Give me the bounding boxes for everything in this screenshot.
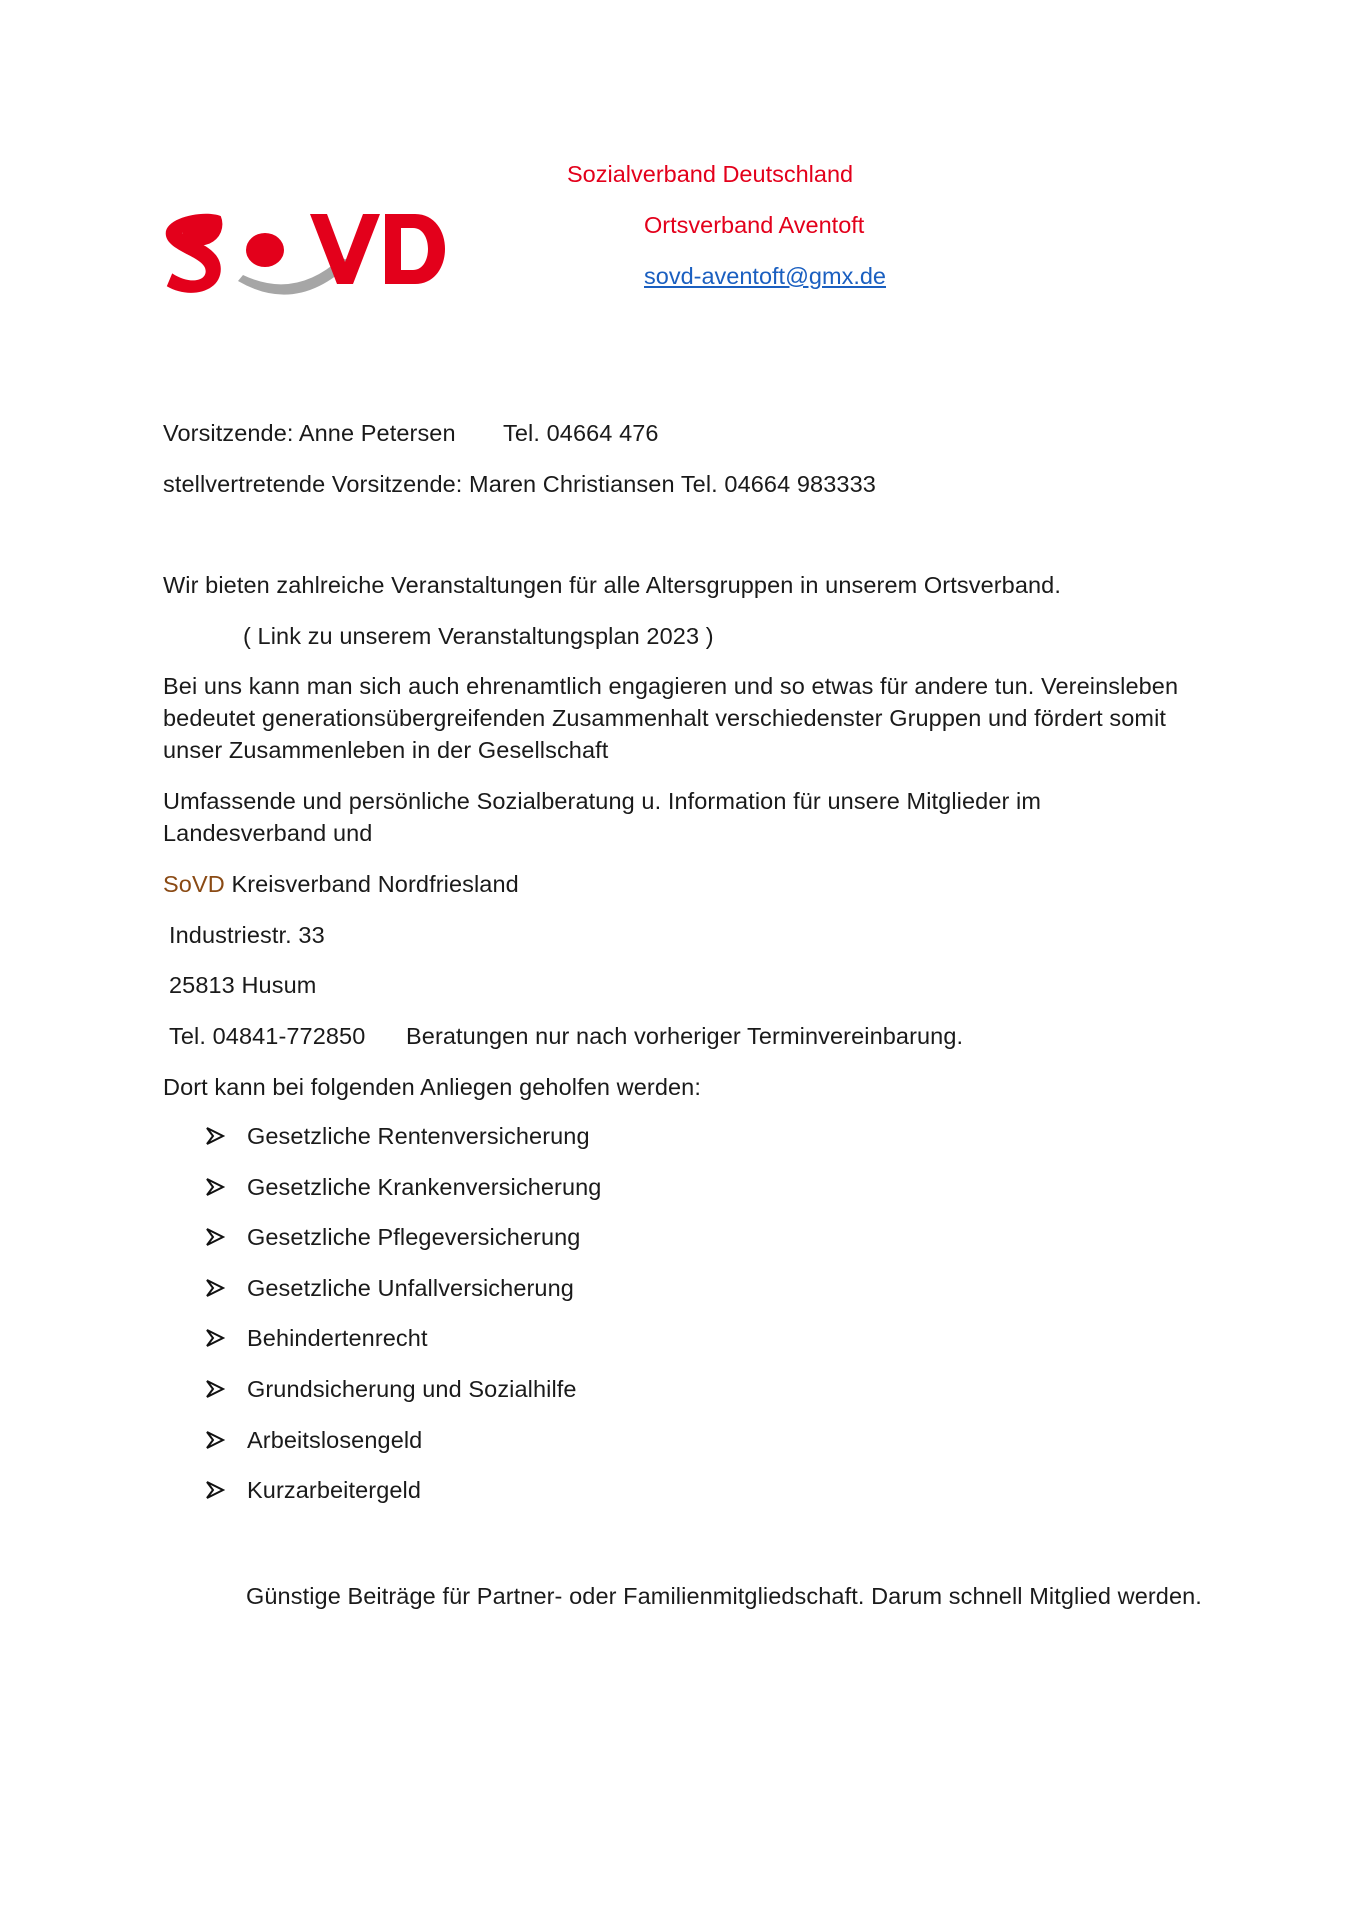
arrowhead-bullet-icon: [205, 1379, 225, 1399]
list-item: Arbeitslosengeld: [205, 1424, 601, 1475]
appointment-note: Beratungen nur nach vorheriger Terminvereinbarung.: [406, 1023, 964, 1049]
list-item: Gesetzliche Pflegeversicherung: [205, 1221, 601, 1272]
sovd-inline-brand: SoVD: [163, 871, 225, 897]
arrowhead-bullet-icon: [205, 1480, 225, 1500]
arrowhead-bullet-icon: [205, 1227, 225, 1247]
office-city: 25813 Husum: [169, 972, 317, 998]
office-name: Kreisverband Nordfriesland: [231, 871, 519, 897]
vice-chair-line: stellvertretende Vorsitzende: Maren Christiansen Tel. 04664 983333: [163, 471, 876, 497]
arrowhead-bullet-icon: [205, 1430, 225, 1450]
arrowhead-bullet-icon: [205, 1177, 225, 1197]
list-item: Gesetzliche Rentenversicherung: [205, 1120, 601, 1171]
org-name: Sozialverband Deutschland: [567, 161, 854, 187]
help-intro: Dort kann bei folgenden Anliegen geholfen werden:: [163, 1074, 701, 1100]
closing-paragraph: Günstige Beiträge für Partner- oder Familienmitgliedschaft. Darum schnell Mitglied werden.: [246, 1583, 1202, 1609]
events-paragraph: Wir bieten zahlreiche Veranstaltungen für alle Altersgruppen in unserem Ortsverband.: [163, 572, 1061, 598]
office-street: Industriestr. 33: [169, 922, 325, 948]
event-plan-link[interactable]: ( Link zu unserem Veranstaltungsplan 2023 ): [243, 623, 714, 649]
volunteer-paragraph: Bei uns kann man sich auch ehrenamtlich engagieren und so etwas für andere tun. Vereinsleben bedeutet generationsübergreifenden Zusammenhalt verschiedenster Gruppen und fördert somit unser Zusammenleben in der Gesellschaft: [163, 673, 1179, 763]
list-item: Gesetzliche Krankenversicherung: [205, 1171, 601, 1222]
arrowhead-bullet-icon: [205, 1328, 225, 1348]
advice-paragraph: Umfassende und persönliche Sozialberatung u. Information für unsere Mitglieder im Landesverband und: [163, 788, 1042, 846]
chair-phone: Tel. 04664 476: [503, 420, 659, 446]
arrowhead-bullet-icon: [205, 1278, 225, 1298]
sovd-logo: [163, 206, 458, 316]
email-link[interactable]: sovd-aventoft@gmx.de: [644, 263, 886, 289]
list-item: Behindertenrecht: [205, 1322, 601, 1373]
list-item: Grundsicherung und Sozialhilfe: [205, 1373, 601, 1424]
local-branch-name: Ortsverband Aventoft: [644, 212, 865, 238]
list-item: Kurzarbeitergeld: [205, 1474, 601, 1525]
chair-line: Vorsitzende: Anne Petersen: [163, 420, 456, 446]
help-topics-list: [205, 1120, 601, 1525]
office-phone: Tel. 04841-772850: [169, 1023, 366, 1049]
arrowhead-bullet-icon: [205, 1126, 225, 1146]
list-item: Gesetzliche Unfallversicherung: [205, 1272, 601, 1323]
office-name-line: [163, 868, 519, 900]
